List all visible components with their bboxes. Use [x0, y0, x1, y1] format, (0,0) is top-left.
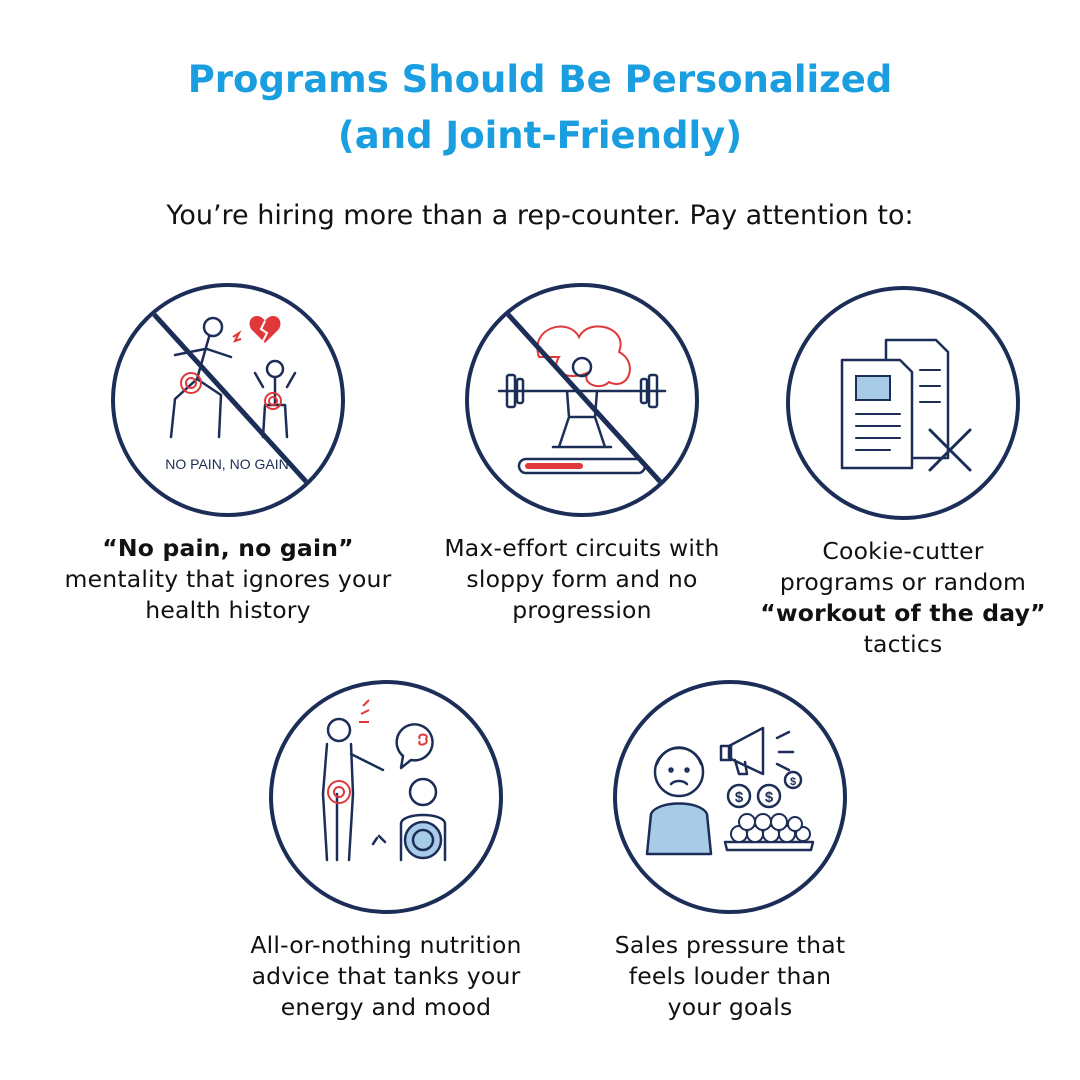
caption-line: tactics	[863, 630, 943, 658]
caption-line: feels louder than	[628, 962, 832, 990]
card-caption	[392, 533, 772, 626]
cookie-cutter-illustration	[790, 290, 1016, 516]
sales-pressure-illustration	[617, 684, 843, 910]
card-no-pain-no-gain	[38, 283, 418, 626]
page-subtitle: You’re hiring more than a rep-counter. Pay attention to:	[166, 200, 914, 231]
card-cookie-cutter	[718, 286, 1080, 660]
no-pain-no-gain-icon-text: NO PAIN, NO GAIN	[165, 456, 289, 472]
card-caption	[540, 930, 920, 1023]
caption-line: mentality that ignores your	[64, 565, 392, 593]
nutrition-illustration	[273, 684, 499, 910]
card-nutrition	[196, 680, 576, 1023]
caption-bold: “No pain, no gain”	[102, 534, 354, 562]
caption-line: energy and mood	[280, 993, 492, 1021]
caption-line: Cookie-cutter	[822, 537, 984, 565]
caption-line: progression	[512, 596, 652, 624]
caption-line: programs or random	[779, 568, 1027, 596]
no-pain-no-gain-illustration	[115, 287, 341, 513]
caption-line: your goals	[667, 993, 793, 1021]
max-effort-illustration	[469, 287, 695, 513]
caption-line: Sales pressure that	[614, 931, 846, 959]
page-title-line-2: (and Joint-Friendly)	[337, 114, 743, 157]
sales-pressure-icon	[613, 680, 847, 914]
card-caption	[196, 930, 576, 1023]
caption-bold: “workout of the day”	[760, 599, 1046, 627]
caption-line: Max-effort circuits with	[444, 534, 720, 562]
card-caption	[718, 536, 1080, 660]
caption-line: advice that tanks your	[251, 962, 521, 990]
max-effort-barbell-icon	[465, 283, 699, 517]
svg-text:$: $	[734, 789, 744, 806]
page-title	[0, 52, 1080, 164]
cookie-cutter-documents-icon	[786, 286, 1020, 520]
page-title-line-1: Programs Should Be Personalized	[187, 58, 893, 101]
no-pain-no-gain-icon	[111, 283, 345, 517]
card-max-effort	[392, 283, 772, 626]
card-caption	[38, 533, 418, 626]
caption-line: sloppy form and no	[466, 565, 698, 593]
caption-line: health history	[145, 596, 311, 624]
svg-text:$: $	[764, 789, 774, 806]
nutrition-advice-icon	[269, 680, 503, 914]
caption-line: All-or-nothing nutrition	[250, 931, 522, 959]
svg-text:$: $	[789, 776, 797, 788]
card-sales-pressure	[540, 680, 920, 1023]
